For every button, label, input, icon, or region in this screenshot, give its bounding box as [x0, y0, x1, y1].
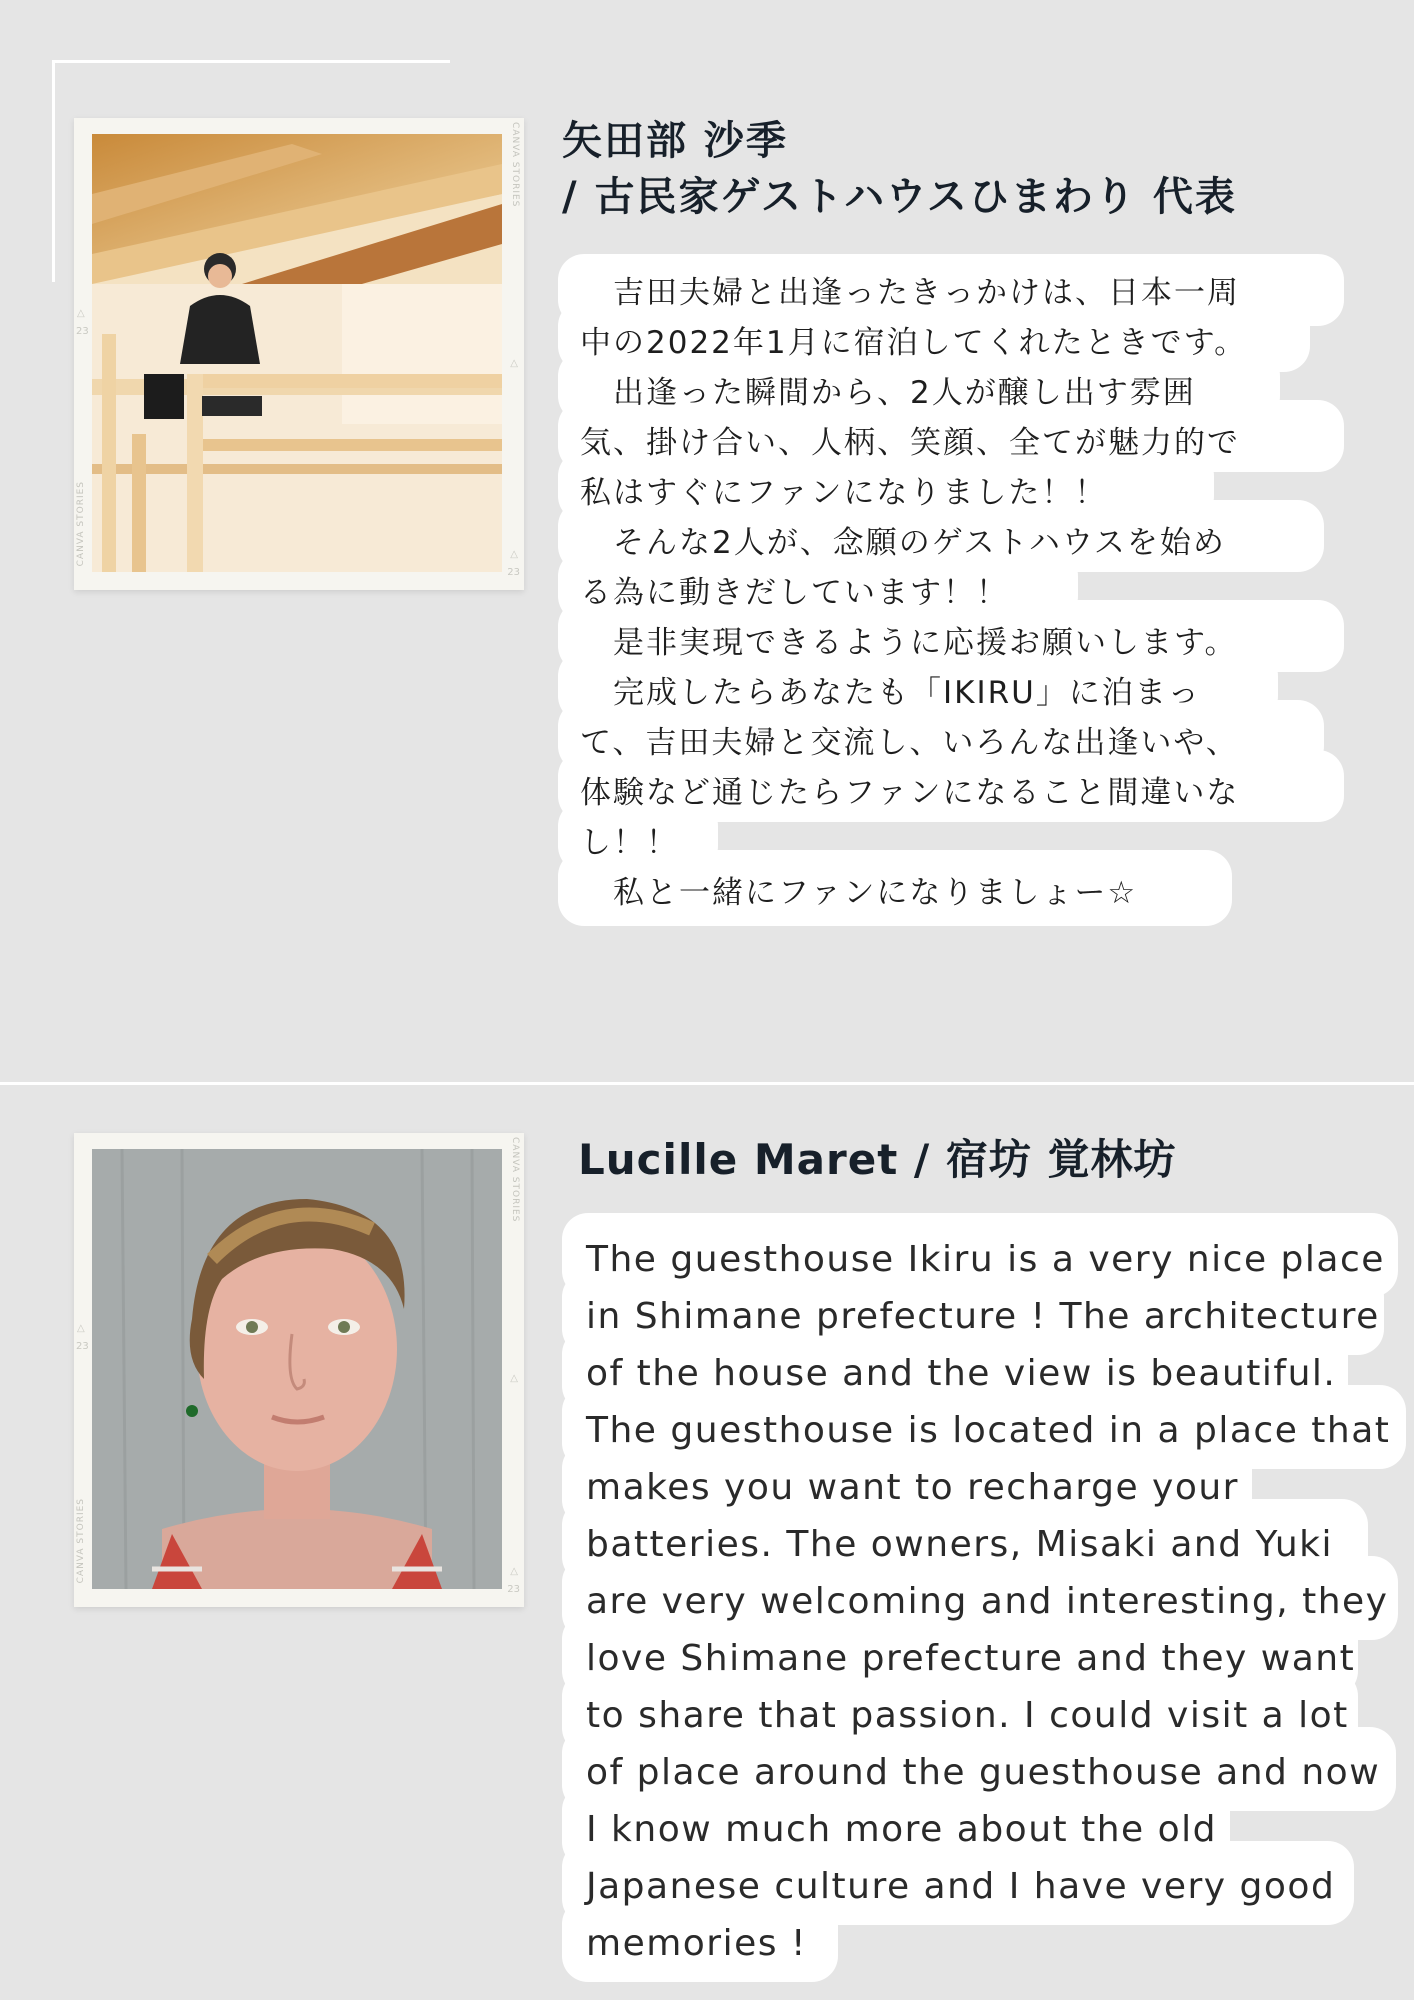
profile-photo-frame	[74, 118, 524, 590]
testimonial-line: 気、掛け合い、人柄、笑顔、全てが魅力的で	[580, 425, 1240, 461]
testimonial-line: love Shimane prefecture and they want	[586, 1638, 1356, 1679]
photo-number: 23	[76, 1341, 89, 1352]
testimonial-line: 出逢った瞬間から、2人が醸し出す雰囲	[580, 375, 1196, 411]
testimonial-line: 完成したらあなたも「IKIRU」に泊まっ	[580, 675, 1201, 711]
testimonial-line: in Shimane prefecture ! The architecture	[586, 1296, 1380, 1337]
photo-stamp: CANVA STORIES	[76, 1497, 86, 1583]
testimonial-line: to share that passion. I could visit a lot	[586, 1695, 1349, 1736]
photo-stamp: CANVA STORIES	[510, 122, 520, 208]
photo-stamp: CANVA STORIES	[76, 480, 86, 566]
testimonial-line: I know much more about the old	[586, 1809, 1217, 1850]
triangle-mark-icon: △	[510, 549, 518, 560]
testimonial-line: The guesthouse Ikiru is a very nice place	[586, 1239, 1385, 1280]
profile-name: Lucille Maret / 宿坊 覚林坊	[578, 1135, 1177, 1184]
testimonial-line: Japanese culture and I have very good	[586, 1866, 1336, 1907]
photo-stamp: CANVA STORIES	[510, 1137, 520, 1223]
person-in-loft-photo	[92, 134, 502, 572]
profile-name-line-1: 矢田部 沙季	[562, 118, 788, 164]
testimonial-line: る為に動きだしています！！	[580, 575, 1009, 611]
testimonial-line: memories !	[586, 1923, 807, 1964]
testimonial-line: 吉田夫婦と出逢ったきっかけは、日本一周	[580, 275, 1240, 311]
corner-line-vertical	[52, 60, 55, 282]
triangle-mark-icon: △	[510, 358, 518, 369]
portrait-photo	[92, 1149, 502, 1589]
testimonial-line: 体験など通じたらファンになること間違いな	[580, 775, 1240, 811]
triangle-mark-icon: △	[77, 1323, 85, 1334]
testimonial-line: of the house and the view is beautiful.	[586, 1353, 1337, 1394]
testimonial-text-en	[586, 1231, 1390, 1972]
testimonial-line: of place around the guesthouse and now	[586, 1752, 1381, 1793]
corner-line-horizontal	[52, 60, 450, 63]
testimonial-line: 是非実現できるように応援お願いします。	[580, 625, 1238, 661]
testimonial-line: are very welcoming and interesting, they	[586, 1581, 1389, 1622]
testimonial-line: し！！	[580, 825, 679, 861]
triangle-mark-icon: △	[510, 1566, 518, 1577]
testimonial-line: 私はすぐにファンになりました！！	[580, 475, 1108, 511]
testimonial-line: そんな2人が、念願のゲストハウスを始め	[580, 525, 1226, 561]
testimonial-line: て、吉田夫婦と交流し、いろんな出逢いや、	[580, 725, 1239, 761]
profile-photo-frame	[74, 1133, 524, 1607]
testimonial-text-jp	[580, 268, 1247, 918]
photo-number: 23	[507, 1584, 520, 1595]
profile-name-line-2: / 古民家ゲストハウスひまわり 代表	[562, 174, 1237, 220]
photo-number: 23	[76, 326, 89, 337]
triangle-mark-icon: △	[510, 1373, 518, 1384]
testimonial-line: The guesthouse is located in a place that	[586, 1410, 1391, 1451]
testimonial-line: 私と一緒にファンになりましょー☆	[580, 875, 1138, 911]
profile-name	[562, 113, 1237, 225]
photo-number: 23	[507, 567, 520, 578]
section-divider	[0, 1082, 1414, 1085]
testimonial-line: 中の2022年1月に宿泊してくれたときです。	[580, 325, 1248, 361]
testimonial-line: makes you want to recharge your	[586, 1467, 1239, 1508]
testimonial-line: batteries. The owners, Misaki and Yuki	[586, 1524, 1334, 1565]
triangle-mark-icon: △	[77, 308, 85, 319]
